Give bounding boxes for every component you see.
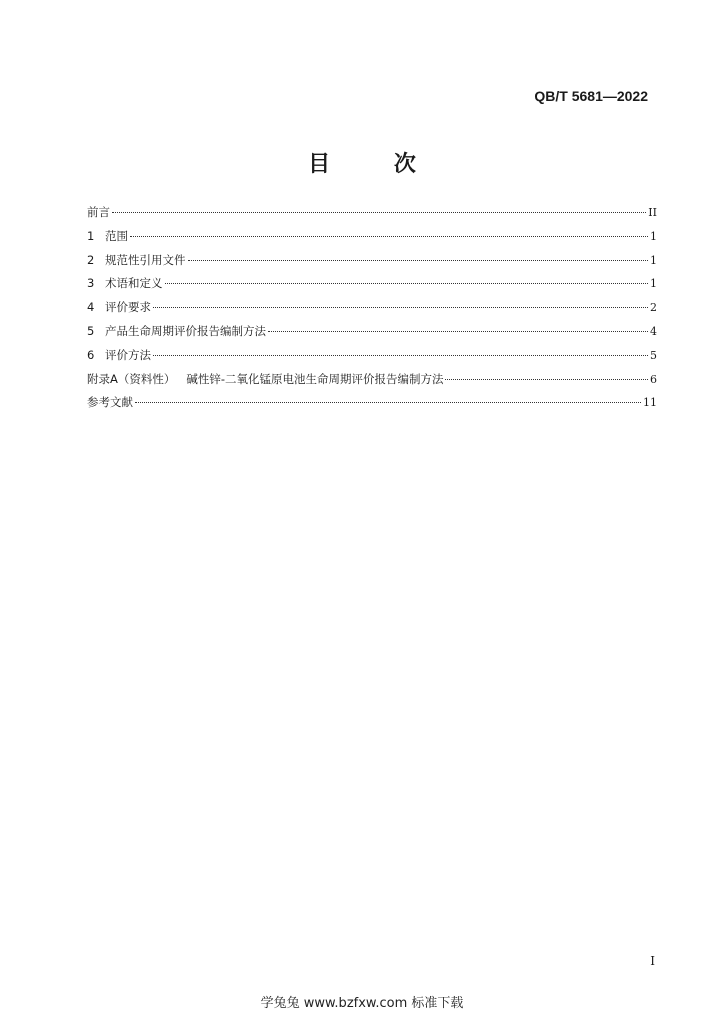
toc-dot-leader <box>130 236 648 237</box>
toc-entry-number: 2 <box>87 252 95 267</box>
toc-dot-leader <box>112 212 646 213</box>
toc-entry-page: 2 <box>650 301 657 315</box>
footer-watermark: 学兔兔 www.bzfxw.com 标准下载 <box>260 996 464 1011</box>
toc-entry-page: II <box>648 206 657 219</box>
toc-entry-evaluation-method[interactable] <box>87 347 657 371</box>
toc-entry-normative-references[interactable] <box>87 252 657 276</box>
toc-entry-evaluation-requirements[interactable] <box>87 299 657 323</box>
toc-entry-terms-definitions[interactable] <box>87 275 657 299</box>
toc-dot-leader <box>188 260 649 261</box>
toc-entry-foreword[interactable] <box>87 204 657 228</box>
table-of-contents <box>87 204 657 418</box>
toc-entry-label: 评价方法 <box>105 347 151 362</box>
toc-entry-label: 前言 <box>87 205 110 219</box>
toc-entry-page: 4 <box>650 324 657 338</box>
toc-entry-page: 5 <box>650 348 657 362</box>
toc-entry-number: 5 <box>87 323 95 338</box>
toc-entry-label: 术语和定义 <box>105 276 163 291</box>
toc-entry-page: 1 <box>650 277 657 291</box>
toc-entry-number: 6 <box>87 347 95 362</box>
toc-entry-number: 4 <box>87 300 95 315</box>
toc-entry-number: 1 <box>87 228 95 243</box>
toc-entry-page: 11 <box>643 396 657 410</box>
toc-entry-scope[interactable] <box>87 228 657 252</box>
toc-entry-report-method[interactable] <box>87 323 657 347</box>
page-number: I <box>650 954 655 968</box>
toc-dot-leader <box>135 402 641 403</box>
toc-entry-page: 6 <box>650 372 657 386</box>
standard-number: QB/T 5681—2022 <box>534 88 648 104</box>
toc-entry-bibliography[interactable] <box>87 394 657 418</box>
toc-entry-page: 1 <box>650 229 657 243</box>
toc-entry-page: 1 <box>650 253 657 267</box>
toc-entry-appendix-a[interactable] <box>87 371 657 395</box>
toc-dot-leader <box>153 355 648 356</box>
toc-entry-label: 评价要求 <box>105 300 151 315</box>
toc-dot-leader <box>268 331 648 332</box>
toc-dot-leader <box>445 379 648 380</box>
toc-entry-number: 3 <box>87 276 95 291</box>
page-title: 目 次 <box>308 151 444 177</box>
toc-entry-label: 参考文献 <box>87 395 133 410</box>
toc-entry-label: 范围 <box>105 228 128 243</box>
toc-entry-label: 规范性引用文件 <box>105 252 186 267</box>
toc-dot-leader <box>165 283 649 284</box>
toc-entry-label: 附录A（资料性） 碱性锌-二氧化锰原电池生命周期评价报告编制方法 <box>87 371 444 386</box>
toc-entry-label: 产品生命周期评价报告编制方法 <box>105 323 266 338</box>
toc-dot-leader <box>153 307 648 308</box>
